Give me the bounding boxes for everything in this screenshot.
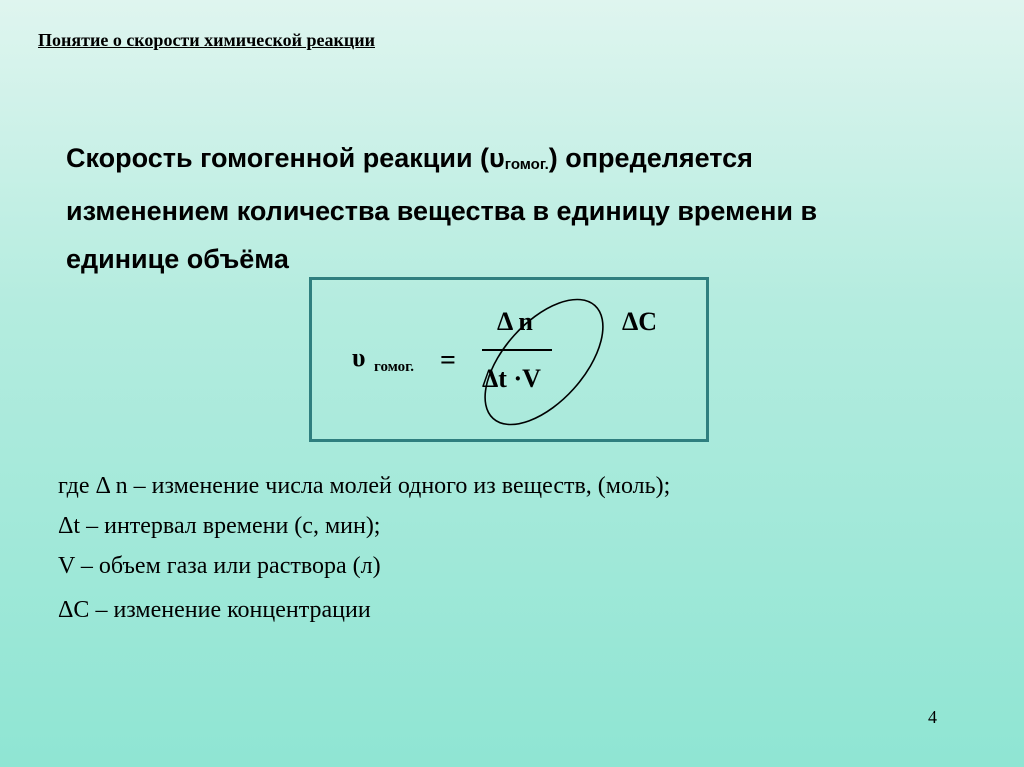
definition-line-2: изменением количества вещества в единицу времени в xyxy=(66,196,818,226)
definition-text xyxy=(66,134,966,283)
legend-list xyxy=(58,466,670,630)
page-number: 4 xyxy=(928,707,937,727)
slide-title: Понятие о скорости химической реакции xyxy=(38,30,375,50)
legend-item-volume: V – объем газа или раствора (л) xyxy=(58,553,381,579)
legend-item-delta-t: Δt – интервал времени (с, мин); xyxy=(58,513,381,539)
legend-item-delta-c: ΔС – изменение концентрации xyxy=(58,597,371,623)
formula-lhs-symbol: υ xyxy=(352,343,366,372)
formula-equals-sign: = xyxy=(440,345,456,376)
definition-line-1 xyxy=(66,134,966,187)
formula-lhs-subscript: гомог. xyxy=(374,359,415,375)
formula-numerator: Δ n xyxy=(497,307,533,336)
legend-item-delta-n: где Δ n – изменение числа молей одного из веществ, (моль); xyxy=(58,473,671,499)
definition-line-1-end: ) определяется xyxy=(548,143,753,173)
definition-line-3: единице объёма xyxy=(66,244,289,274)
formula-concentration-change: ΔC xyxy=(622,307,658,336)
formula-box xyxy=(309,277,709,442)
definition-subscript: гомог. xyxy=(504,156,549,173)
highlight-ellipse xyxy=(468,287,620,437)
definition-line-1-start: Скорость гомогенной реакции (υ xyxy=(66,143,505,173)
formula-denominator: Δt ·V xyxy=(482,364,541,393)
